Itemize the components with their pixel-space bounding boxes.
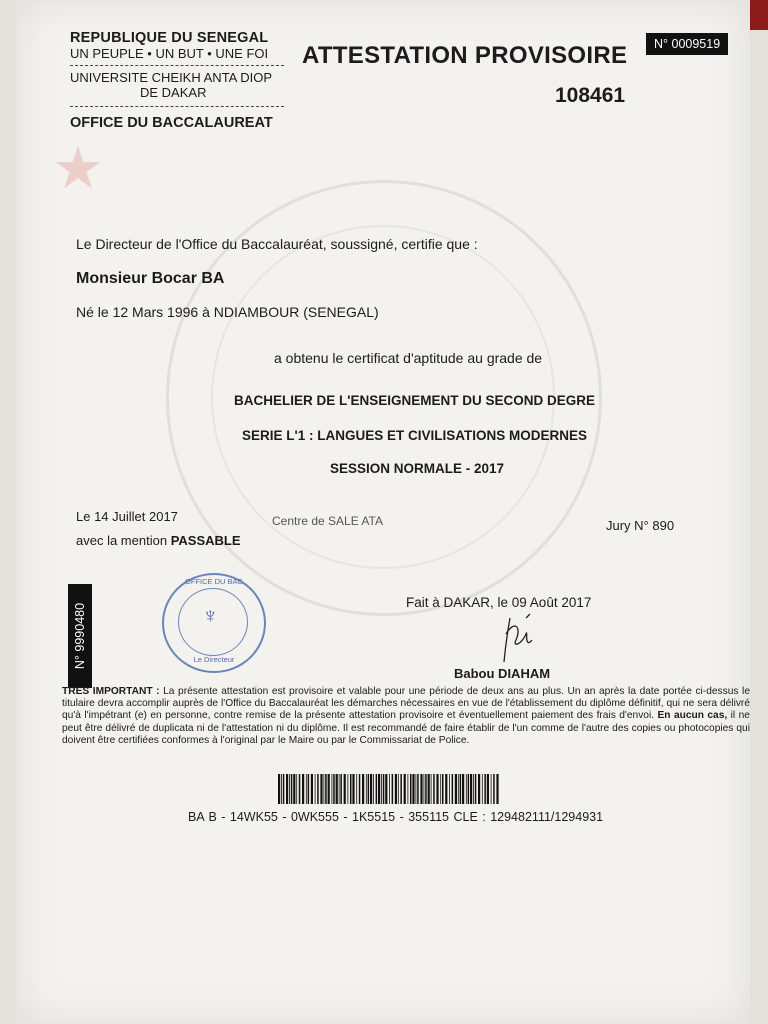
barcode-bar bbox=[425, 774, 427, 804]
header-divider bbox=[70, 106, 284, 107]
barcode-bar bbox=[281, 774, 282, 804]
barcode-bar bbox=[306, 774, 307, 804]
barcode-bar bbox=[366, 774, 367, 804]
barcode-bar bbox=[404, 774, 406, 804]
barcode-bar bbox=[278, 774, 280, 804]
session-title: SESSION NORMALE - 2017 bbox=[330, 461, 505, 476]
header-divider bbox=[70, 65, 284, 66]
barcode-bar bbox=[442, 774, 444, 804]
barcode-bar bbox=[468, 774, 470, 804]
barcode-bar bbox=[398, 774, 399, 804]
barcode-bar bbox=[339, 774, 340, 804]
barcode-bar bbox=[350, 774, 352, 804]
barcode-bar bbox=[370, 774, 372, 804]
barcode-bar bbox=[449, 774, 450, 804]
barcode-bar bbox=[348, 774, 349, 804]
national-motto: UN PEUPLE • UN BUT • UNE FOI bbox=[70, 46, 269, 61]
office-name: OFFICE DU BACCALAUREAT bbox=[70, 115, 273, 131]
barcode-bar bbox=[440, 774, 441, 804]
barcode-bar bbox=[478, 774, 480, 804]
barcode-bar bbox=[487, 774, 489, 804]
signature-icon bbox=[496, 610, 546, 668]
barcode bbox=[278, 774, 502, 804]
barcode-bar bbox=[428, 774, 430, 804]
barcode-bar bbox=[417, 774, 419, 804]
mention-line bbox=[76, 533, 241, 548]
barcode-bar bbox=[462, 774, 464, 804]
jury-number: Jury N° 890 bbox=[606, 518, 675, 533]
barcode-bar bbox=[484, 774, 486, 804]
barcode-bar bbox=[320, 774, 322, 804]
exam-centre: Centre de SALE ATA bbox=[272, 514, 383, 528]
barcode-bar bbox=[433, 774, 435, 804]
notice-label-2: En aucun cas, bbox=[657, 710, 728, 722]
barcode-bar bbox=[475, 774, 477, 804]
barcode-bar bbox=[400, 774, 402, 804]
barcode-bar bbox=[424, 774, 425, 804]
barcode-bar bbox=[283, 774, 285, 804]
barcode-bar bbox=[436, 774, 438, 804]
issue-place-date: Fait à DAKAR, le 09 Août 2017 bbox=[406, 595, 592, 610]
barcode-bar bbox=[299, 774, 301, 804]
mention-value: PASSABLE bbox=[170, 533, 241, 548]
barcode-bar bbox=[383, 774, 385, 804]
barcode-bar bbox=[373, 774, 374, 804]
barcode-bar bbox=[458, 774, 459, 804]
barcode-bar bbox=[408, 774, 409, 804]
barcode-bar bbox=[385, 774, 387, 804]
barcode-bar bbox=[289, 774, 290, 804]
barcode-bar bbox=[352, 774, 354, 804]
barcode-bar bbox=[332, 774, 333, 804]
barcode-bar bbox=[308, 774, 310, 804]
barcode-bar bbox=[376, 774, 378, 804]
barcode-bar bbox=[493, 774, 495, 804]
barcode-bar bbox=[378, 774, 380, 804]
barcode-bar bbox=[431, 774, 432, 804]
barcode-bar bbox=[470, 774, 472, 804]
document-title: ATTESTATION PROVISOIRE bbox=[302, 42, 628, 69]
barcode-bar bbox=[296, 774, 297, 804]
barcode-bar bbox=[460, 774, 462, 804]
intro-text: Le Directeur de l'Office du Baccalauréat, soussigné, certifie que : bbox=[76, 236, 478, 252]
barcode-bar bbox=[392, 774, 394, 804]
signatory-name: Babou DIAHAM bbox=[454, 666, 551, 681]
barcode-bar bbox=[333, 774, 335, 804]
attestation-number: 108461 bbox=[555, 84, 626, 107]
university-city: DE DAKAR bbox=[140, 85, 207, 100]
seal-top-text: OFFICE DU BAC bbox=[185, 577, 243, 586]
page-edge bbox=[750, 0, 768, 30]
barcode-bar bbox=[359, 774, 361, 804]
reference-codes: BA B - 14WK55 - 0WK555 - 1K5515 - 355115 CLE : 129482111/1294931 bbox=[188, 810, 604, 824]
barcode-bar bbox=[328, 774, 330, 804]
barcode-bar bbox=[466, 774, 467, 804]
degree-title: BACHELIER DE L'ENSEIGNEMENT DU SECOND DEGRE bbox=[234, 393, 595, 408]
barcode-bar bbox=[302, 774, 304, 804]
barcode-bar bbox=[445, 774, 447, 804]
barcode-bar bbox=[389, 774, 390, 804]
candidate-name: Monsieur Bocar BA bbox=[76, 270, 225, 287]
barcode-bar bbox=[368, 774, 370, 804]
barcode-bar bbox=[416, 774, 417, 804]
notice-text-2: il ne peut être délivré de duplicata ni de l'attestation ni du diplôme. Il est recommandé de faire établir de l'un comme de l'autre des copies ou photocopies qui doivent être certifiées conformes à l'original par le Maire ou par le Commissariat de Police. bbox=[62, 710, 750, 746]
notice-text: La présente attestation est provisoire et valable pour une période de deux ans au plus. Un an après la date portée ci-dessus le titulaire devra accomplir auprès de l'Office du Baccalauréat les démarches nécessaires en vue de l'établissement du diplôme définitif, qui ne sera délivré qu'à l'impétrant (e) en personne, contre remise de la présente attestation provisoire et éventuellement paiement des frais d'envoi. bbox=[62, 686, 750, 722]
barcode-bar bbox=[455, 774, 457, 804]
barcode-bar bbox=[325, 774, 327, 804]
vertical-number: N° 9990480 bbox=[73, 602, 87, 670]
barcode-bar bbox=[315, 774, 316, 804]
barcode-bar bbox=[410, 774, 412, 804]
series-title: SERIE L'1 : LANGUES ET CIVILISATIONS MODERNES bbox=[242, 428, 587, 443]
barcode-bar bbox=[473, 774, 474, 804]
barcode-bar bbox=[286, 774, 288, 804]
barcode-bar bbox=[395, 774, 397, 804]
barcode-bar bbox=[311, 774, 313, 804]
obtained-text: a obtenu le certificat d'aptitude au grade de bbox=[274, 350, 543, 366]
star-watermark-icon: ★ bbox=[52, 136, 104, 201]
notice-label: TRES IMPORTANT : bbox=[62, 686, 160, 697]
barcode-bar bbox=[452, 774, 454, 804]
document-page bbox=[16, 0, 750, 1024]
barcode-bar bbox=[491, 774, 492, 804]
exam-date: Le 14 Juillet 2017 bbox=[76, 509, 178, 524]
mention-label: avec la mention bbox=[76, 533, 168, 548]
barcode-bar bbox=[324, 774, 325, 804]
official-seal bbox=[162, 573, 266, 673]
republic-header: REPUBLIQUE DU SENEGAL bbox=[70, 30, 269, 46]
barcode-bar bbox=[336, 774, 338, 804]
barcode-bar bbox=[496, 774, 498, 804]
barcode-bar bbox=[291, 774, 293, 804]
barcode-bar bbox=[362, 774, 364, 804]
barcode-bar bbox=[293, 774, 295, 804]
birth-info: Né le 12 Mars 1996 à NDIAMBOUR (SENEGAL) bbox=[76, 304, 379, 320]
important-notice bbox=[62, 686, 750, 747]
seal-bottom-text: Le Directeur bbox=[193, 655, 235, 664]
serial-number-badge: N° 0009519 bbox=[646, 33, 728, 55]
barcode-bar bbox=[340, 774, 342, 804]
barcode-bar bbox=[344, 774, 346, 804]
university-name: UNIVERSITE CHEIKH ANTA DIOP bbox=[70, 70, 273, 85]
barcode-bar bbox=[420, 774, 422, 804]
barcode-bar bbox=[381, 774, 382, 804]
barcode-bar bbox=[356, 774, 357, 804]
torch-emblem-icon: ♆ bbox=[202, 603, 219, 628]
barcode-bar bbox=[482, 774, 483, 804]
barcode-bar bbox=[317, 774, 319, 804]
barcode-bar bbox=[412, 774, 414, 804]
